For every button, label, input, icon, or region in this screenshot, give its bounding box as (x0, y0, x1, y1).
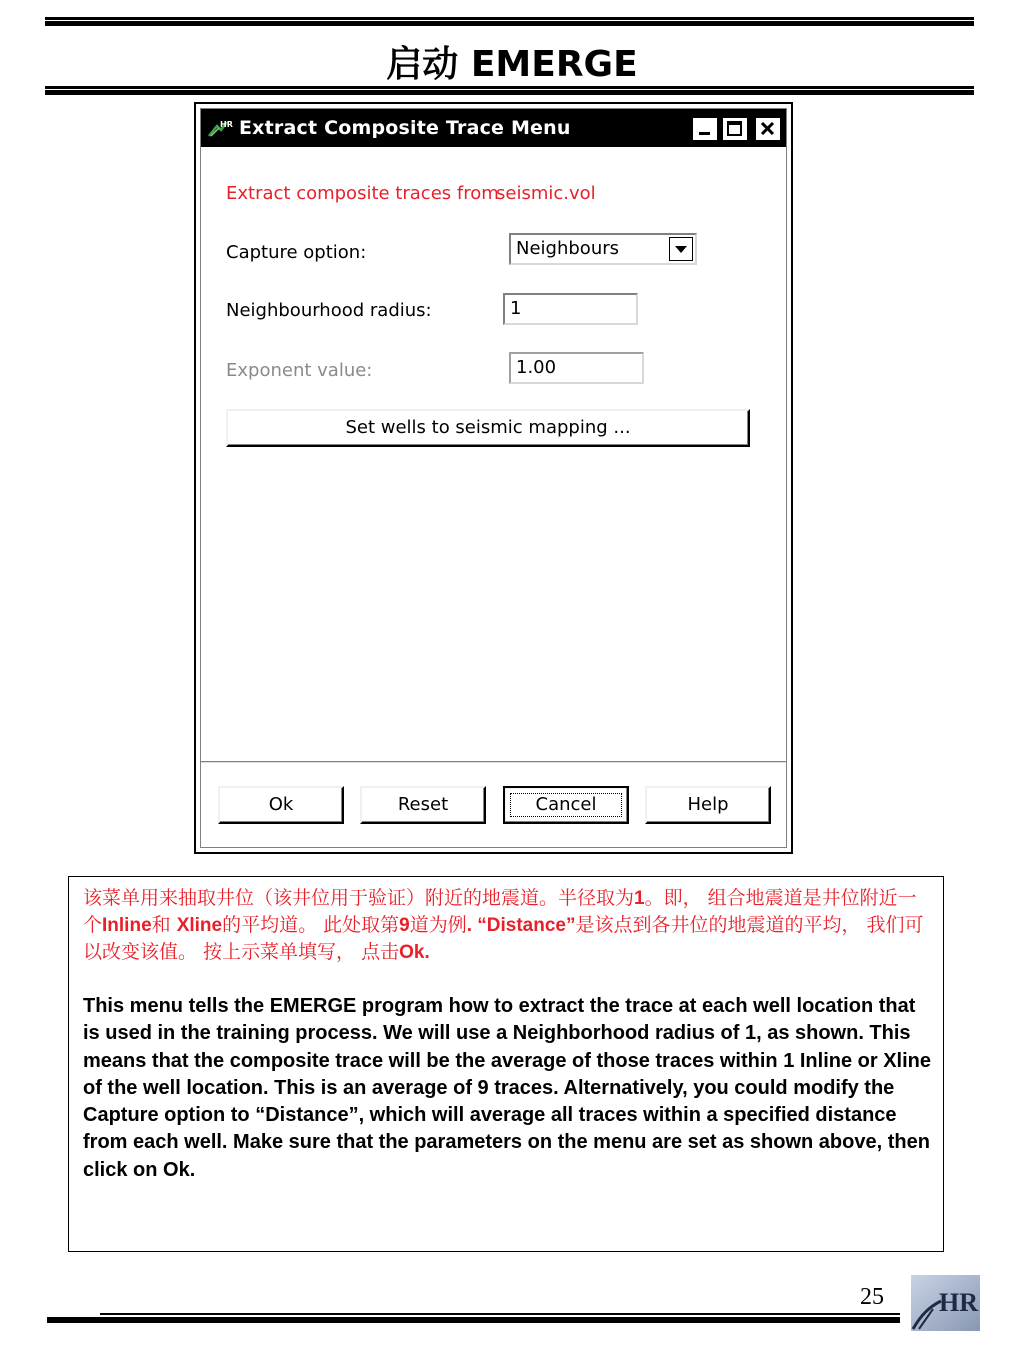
chevron-down-icon[interactable] (669, 237, 693, 261)
cn-bold-inline: Inline (102, 915, 152, 936)
cancel-button[interactable] (503, 786, 629, 824)
minimize-icon (694, 119, 716, 139)
cn-text-6: 是该点到各井位的地震道的平均， 我们可以改变该值。 按上示菜单填写， 点击 (83, 914, 924, 963)
cn-text-5: 道为例 (409, 914, 467, 936)
cn-text-1: 该菜单用来抽取井位（该井位用于验证）附近的地震道。半径取为 (83, 887, 635, 909)
maximize-icon (724, 119, 746, 139)
exponent-value-label: Exponent value: (226, 360, 373, 381)
explanation-box (68, 876, 944, 1252)
top-rule-thick (45, 21, 974, 26)
exponent-value-input[interactable]: 1.00 (509, 352, 644, 384)
close-icon (757, 119, 779, 139)
title-rule-thin (45, 86, 974, 89)
hr-logo (911, 1275, 980, 1331)
cn-bold-xline: Xline (176, 915, 223, 936)
focus-rectangle (510, 793, 622, 817)
footer-rule-thick (47, 1317, 900, 1323)
page-title: 启动 EMERGE (386, 44, 638, 85)
neighbourhood-radius-label: Neighbourhood radius: (226, 300, 432, 321)
cn-bold-distance: . “Distance” (466, 915, 576, 936)
cn-bold-1: 1 (634, 888, 645, 909)
hr-app-icon (207, 118, 233, 138)
english-explanation: This menu tells the EMERGE program how to extract the trace at each well location that is used in the training process. We will use a Neighborhood radius of 1, as shown. This means that the composite trace will be the average of those traces within 1 Inline or Xline of the well location. This is an average of 9 traces. Alternatively, you could modify the Capture option to “Distance”, which will average all traces within a specified distance from each well. Make sure that the parameters on the menu are set as shown above, then click on Ok. (83, 995, 932, 1181)
cn-text-2: 。即， 组合地震道是井位附近一个 (83, 887, 917, 936)
extract-composite-trace-dialog (194, 102, 793, 854)
button-separator (201, 761, 786, 763)
svg-text:HR: HR (939, 1288, 978, 1317)
capture-option-select[interactable] (509, 233, 697, 265)
top-rule-thin (45, 17, 974, 20)
help-button[interactable]: Help (645, 786, 771, 824)
minimize-button[interactable] (693, 118, 717, 140)
reset-button[interactable]: Reset (360, 786, 486, 824)
dialog-titlebar[interactable] (201, 109, 786, 147)
capture-option-value: Neighbours (516, 238, 619, 259)
capture-option-label: Capture option: (226, 242, 367, 263)
cancel-button-label: Cancel (535, 794, 597, 815)
set-wells-mapping-button[interactable]: Set wells to seismic mapping ... (226, 409, 750, 447)
title-rule-thick (45, 90, 974, 95)
dialog-frame (200, 108, 787, 848)
cn-bold-9: 9 (399, 915, 410, 936)
cn-bold-ok: Ok. (399, 942, 430, 963)
cn-text-4: 的平均道。 此处取第 (222, 914, 400, 936)
chinese-explanation (83, 885, 929, 966)
dialog-title: Extract Composite Trace Menu (239, 117, 571, 139)
cn-text-3: 和 (151, 914, 177, 936)
neighbourhood-radius-input[interactable]: 1 (503, 293, 638, 325)
ok-button[interactable]: Ok (218, 786, 344, 824)
footer-rule-thin (100, 1313, 900, 1315)
close-button[interactable] (756, 118, 780, 140)
source-value: seismic.vol (496, 183, 596, 204)
source-label: Extract composite traces from (226, 183, 499, 204)
page-number: 25 (860, 1284, 884, 1310)
svg-text:HR: HR (220, 120, 233, 129)
maximize-button[interactable] (723, 118, 747, 140)
